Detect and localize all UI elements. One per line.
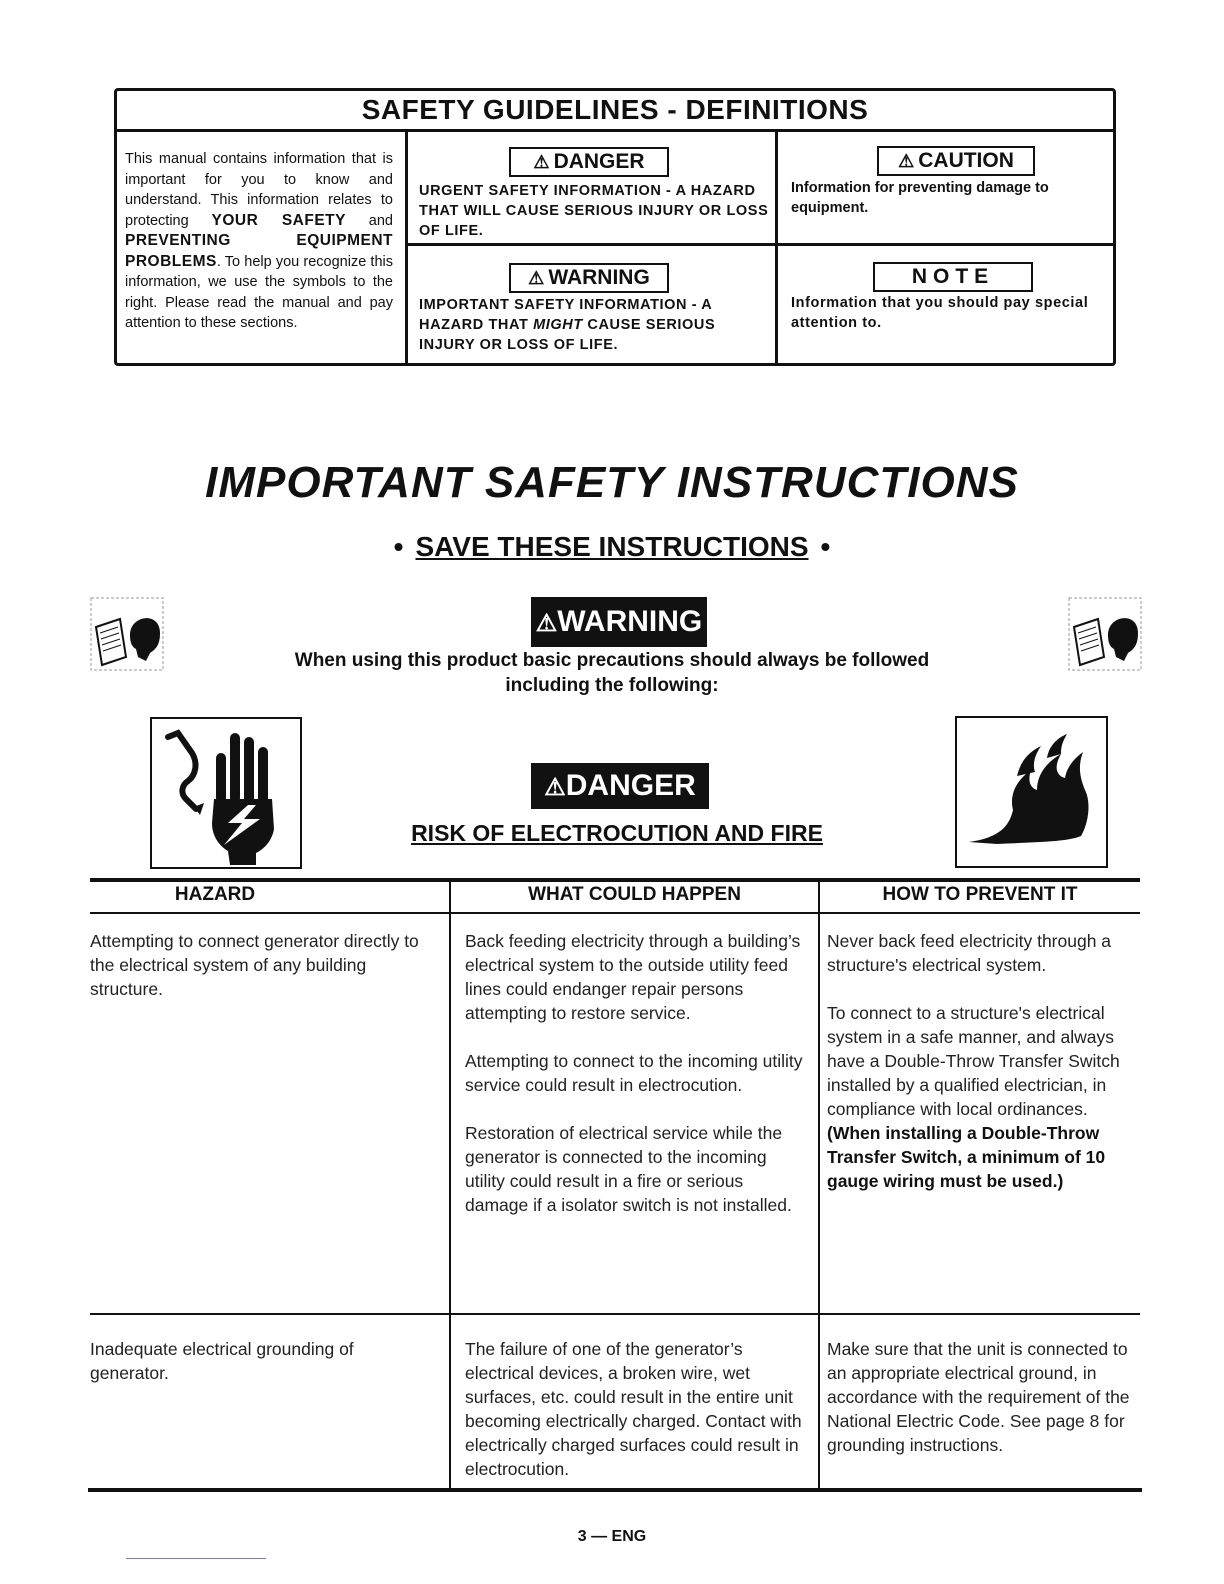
table-top-rule (90, 878, 1140, 882)
bullet: • (820, 531, 831, 562)
note-description: Information that you should pay special attention to. (791, 295, 1089, 331)
hazard-text: Inadequate electrical grounding of generator. (90, 1339, 354, 1383)
column-header-what-could-happen: WHAT COULD HAPPEN (528, 884, 741, 905)
read-manual-icon (1068, 597, 1142, 671)
guidelines-title: SAFETY GUIDELINES - DEFINITIONS (117, 91, 1113, 132)
save-instructions-line (0, 531, 1224, 563)
table-cell-how-to-prevent (827, 1337, 1143, 1457)
guidelines-intro (125, 149, 393, 334)
table-cell-what-could-happen (465, 929, 805, 1217)
happen-text: Restoration of electrical service while the generator is connected to the incoming utility could result in a fire or serious damage if a isolator switch is not installed. (465, 1123, 792, 1215)
note-signal-word: NOTE (873, 262, 1033, 292)
warning-description (419, 295, 769, 355)
row-divider (90, 1313, 1140, 1315)
warning-line: including the following: (505, 675, 719, 696)
table-bottom-rule (88, 1488, 1142, 1492)
page-number: 3 — ENG (577, 1528, 647, 1545)
table-header-rule (90, 912, 1140, 914)
read-manual-icon (90, 597, 164, 671)
intro-bold: PREVENTING EQUIPMENT PROBLEMS (125, 232, 393, 270)
intro-text: and (346, 212, 393, 229)
danger-subtitle: RISK OF ELECTROCUTION AND FIRE (411, 820, 823, 846)
warning-triangle-icon: ⚠ (898, 151, 915, 171)
table-cell-what-could-happen (465, 1337, 805, 1481)
happen-text: The failure of one of the generator’s electrical devices, a broken wire, wet surfaces, etc. could result in the entire unit becoming electrically charged. Contact with electrically charged surfaces could result in electrocution. (465, 1339, 802, 1479)
danger-signal-word (509, 147, 669, 177)
page-title: IMPORTANT SAFETY INSTRUCTIONS (205, 458, 1019, 507)
column-divider (449, 880, 451, 1488)
divider (775, 129, 778, 366)
divider (405, 129, 408, 366)
danger-description: URGENT SAFETY INFORMATION - A HAZARD THAT WILL CAUSE SERIOUS INJURY OR LOSS OF LIFE. (419, 183, 769, 239)
bullet: • (393, 531, 404, 562)
column-header-how-to-prevent: HOW TO PREVENT IT (882, 884, 1078, 905)
danger-badge-label: DANGER (565, 769, 696, 802)
table-cell-hazard (90, 1337, 436, 1385)
caution-description: Information for preventing damage to equipment. (791, 180, 1049, 216)
happen-text: Attempting to connect to the incoming utility service could result in electrocution. (465, 1051, 803, 1095)
warning-text: CAUSE SERIOUS INJURY OR LOSS OF LIFE. (419, 317, 716, 353)
warning-text: IMPORTANT SAFETY INFORMATION - A HAZARD THAT (419, 297, 712, 333)
table-cell-how-to-prevent (827, 929, 1143, 1193)
hazard-text: Attempting to connect generator directly to the electrical system of any building structure. (90, 931, 419, 999)
warning-precautions (250, 648, 974, 698)
warning-label: WARNING (548, 266, 650, 289)
prevent-bold-note: (When installing a Double-Throw Transfer Switch, a minimum of 10 gauge wiring must be used.) (827, 1123, 1106, 1191)
warning-emphasis: MIGHT (533, 317, 583, 333)
danger-badge (531, 763, 709, 809)
happen-text: Back feeding electricity through a building’s electrical system to the outside utility feed lines could endanger repair persons attempting to restore service. (465, 931, 801, 1023)
warning-badge-label: WARNING (557, 605, 703, 638)
warning-badge (531, 597, 707, 647)
caution-signal-word (877, 146, 1035, 176)
divider (405, 243, 1113, 246)
table-cell-hazard (90, 929, 436, 1001)
save-instructions-text: SAVE THESE INSTRUCTIONS (415, 531, 809, 562)
warning-triangle-icon: ⚠ (535, 610, 558, 637)
decorative-line (126, 1558, 266, 1559)
prevent-text: Make sure that the unit is connected to an appropriate electrical ground, in accordance with the requirement of the National Electric Code. See page 8 for grounding instructions. (827, 1339, 1130, 1455)
warning-signal-word (509, 263, 669, 293)
column-divider (818, 880, 820, 1488)
intro-text: This manual contains information that is important for you to know and understand. This information relates to protecting (125, 151, 393, 229)
intro-text: . To help you recognize this information, we use the symbols to the right. Please read the manual and pay attention to these sections. (125, 253, 393, 331)
warning-line: When using this product basic precautions should always be followed (294, 650, 930, 671)
warning-triangle-icon: ⚠ (528, 268, 545, 288)
danger-label: DANGER (553, 150, 645, 173)
warning-triangle-icon: ⚠ (533, 152, 550, 172)
column-header-hazard: HAZARD (174, 884, 256, 905)
warning-triangle-icon: ⚠ (544, 774, 566, 801)
safety-guidelines-box (114, 88, 1116, 366)
prevent-text: Never back feed electricity through a structure's electrical system. (827, 931, 1112, 975)
caution-label: CAUTION (918, 149, 1014, 172)
intro-bold: YOUR SAFETY (211, 211, 346, 229)
prevent-text: To connect to a structure's electrical system in a safe manner, and always have a Double-Throw Transfer Switch installed by a qualified electrician, in compliance with local ordinances. (827, 1003, 1120, 1119)
